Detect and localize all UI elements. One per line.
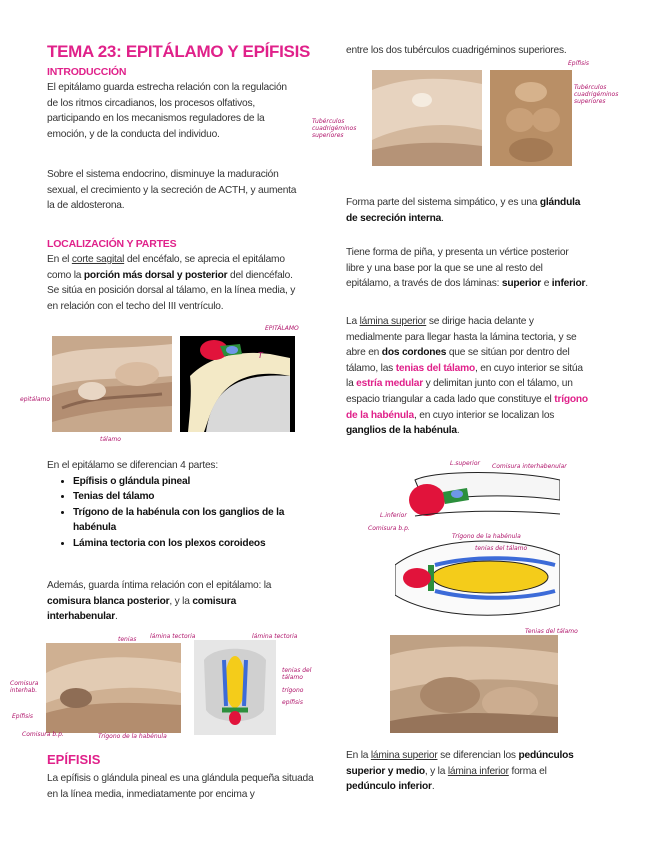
intro-line: emoción, y de la conducta del individuo.: [47, 128, 220, 140]
parts-list: [47, 474, 322, 552]
label-tenias: tenias: [118, 636, 137, 643]
localization-paragraph: En el corte sagital del encéfalo, se aprecia el epitálamo como la porción más dorsal y posterior del diencéfalo. Se sitúa en posición dorsal al tálamo, en la línea media, y en relación con el techo del III ventrículo.: [47, 254, 296, 312]
relations-paragraph: Además, guarda íntima relación con el epitálamo: la comisura blanca posterior, y la comisura interhabenular.: [47, 580, 272, 623]
label-trigono: trígono: [282, 687, 304, 694]
brain-dissection-photo: [46, 643, 181, 733]
label-epitalamo-left: epitálamo: [20, 396, 51, 403]
label-epifisis: Epífisis: [12, 713, 34, 720]
label-trigono-hab-right: Trígono de la habénula: [452, 533, 521, 540]
lamina-paragraph: La lámina superior se dirige hacia delante y medialmente para llegar hasta la lámina tectoria, y se abre en dos cordones que se sitúan por dentro del tálamo, las tenias del tálamo, en cuyo interior se sitúa la estría medular y delimitan junto con el tálamo, un espacio triangular a cada lado que constituye el trígono de la habénula, en cuyo interior se localizan los ganglios de la habénula.: [346, 316, 588, 437]
localization-heading: LOCALIZACIÓN Y PARTES: [47, 238, 177, 250]
label-comisura-interhab: Comisura interhab.: [10, 680, 39, 694]
endocrine-line: sexual, el crecimiento y la secreción de ACTH, y aumenta: [47, 184, 297, 196]
label-lsup: L.superior: [450, 460, 480, 467]
dorsal-schematic: [194, 640, 276, 735]
label-tenias-talamo-right: Tenias del tálamo: [525, 628, 578, 635]
shape-paragraph: Tiene forma de piña, y presenta un vértice posterior libre y una base por la que se une al resto del epitálamo, a través de dos láminas: superior e inferior.: [346, 247, 588, 290]
right-top-line: entre los dos tubérculos cuadrigéminos superiores.: [346, 45, 567, 56]
label-comisura-interhabenular: Comisura interhabenular: [492, 463, 567, 470]
epifisis-paragraph: La epífisis o glándula pineal es una glándula pequeña situada en la línea media, inmediatamente por encima y: [47, 773, 314, 800]
endocrine-line: Sobre el sistema endocrino, disminuye la maduración: [47, 169, 279, 180]
endocrine-paragraph: [47, 167, 317, 214]
intro-line: El epitálamo guarda estrecha relación con la regulación: [47, 82, 287, 93]
label-tubercles-1: Tubérculos cuadrigéminos superiores: [312, 118, 357, 139]
label-t: T: [258, 351, 263, 360]
label-lamina-tectoria-1: lámina tectoria: [150, 633, 196, 640]
label-epitalamo-right: EPITÁLAMO: [265, 325, 299, 332]
epifisis-heading: EPÍFISIS: [47, 752, 101, 767]
label-talamo: tálamo: [100, 436, 121, 443]
underlined-term: corte sagital: [71, 254, 125, 265]
list-item: • Epífisis o glándula pineal: [73, 474, 322, 490]
label-lamina-tectoria-2: lámina tectoria: [252, 633, 298, 640]
peduncles-paragraph: En la lámina superior se diferencian los pedúnculos superior y medio, y la lámina inferior forma el pedúnculo inferior.: [346, 750, 574, 793]
bold-term: porción más dorsal y posterior: [83, 269, 228, 281]
intro-line: participando en los mecanismos reguladores de la: [47, 113, 265, 125]
label-tenias-right: tenias del tálamo: [475, 545, 528, 552]
label-epifisis-right: Epífisis: [568, 60, 590, 67]
label-epifisis-2: epífisis: [282, 699, 303, 706]
parts-paragraph: [47, 458, 322, 552]
label-tenias-talamo: tenias del tálamo: [282, 667, 312, 681]
list-item: • Trígono de la habénula con los ganglios de la habénula: [73, 505, 322, 536]
pineal-laminae-diagram: [395, 470, 560, 530]
pineal-photo-1: [372, 70, 482, 166]
label-linf: L.inferior: [380, 512, 407, 519]
intro-paragraph: [47, 80, 317, 142]
label-comisura-bp-right: Comisura b.p.: [368, 525, 410, 532]
brain-photo-bottom: [390, 635, 558, 733]
list-item: • Lámina tectoria con los plexos coroideos: [73, 536, 322, 552]
label-tubercles-2: Tubérculos cuadrigéminos superiores: [574, 84, 619, 105]
function-paragraph: Forma parte del sistema simpático, y es una glándula de secreción interna.: [346, 197, 581, 224]
endocrine-line: la de aldosterona.: [47, 200, 125, 212]
pineal-photo-2: [490, 70, 572, 166]
intro-line: de los ritmos circadianos, los procesos olfativos,: [47, 97, 255, 109]
page-title: TEMA 23: EPITÁLAMO Y EPÍFISIS: [47, 42, 311, 61]
list-item: • Tenias del tálamo: [73, 489, 322, 505]
intro-heading: INTRODUCCIÓN: [47, 66, 127, 78]
label-trigono-habenula: Trígono de la habénula: [98, 733, 167, 740]
label-comisura-bp: Comisura b.p.: [22, 731, 64, 738]
sagittal-brain-photo: [52, 336, 172, 432]
epithalamus-schematic: [180, 336, 295, 432]
parts-intro: En el epitálamo se diferencian 4 partes:: [47, 460, 218, 471]
